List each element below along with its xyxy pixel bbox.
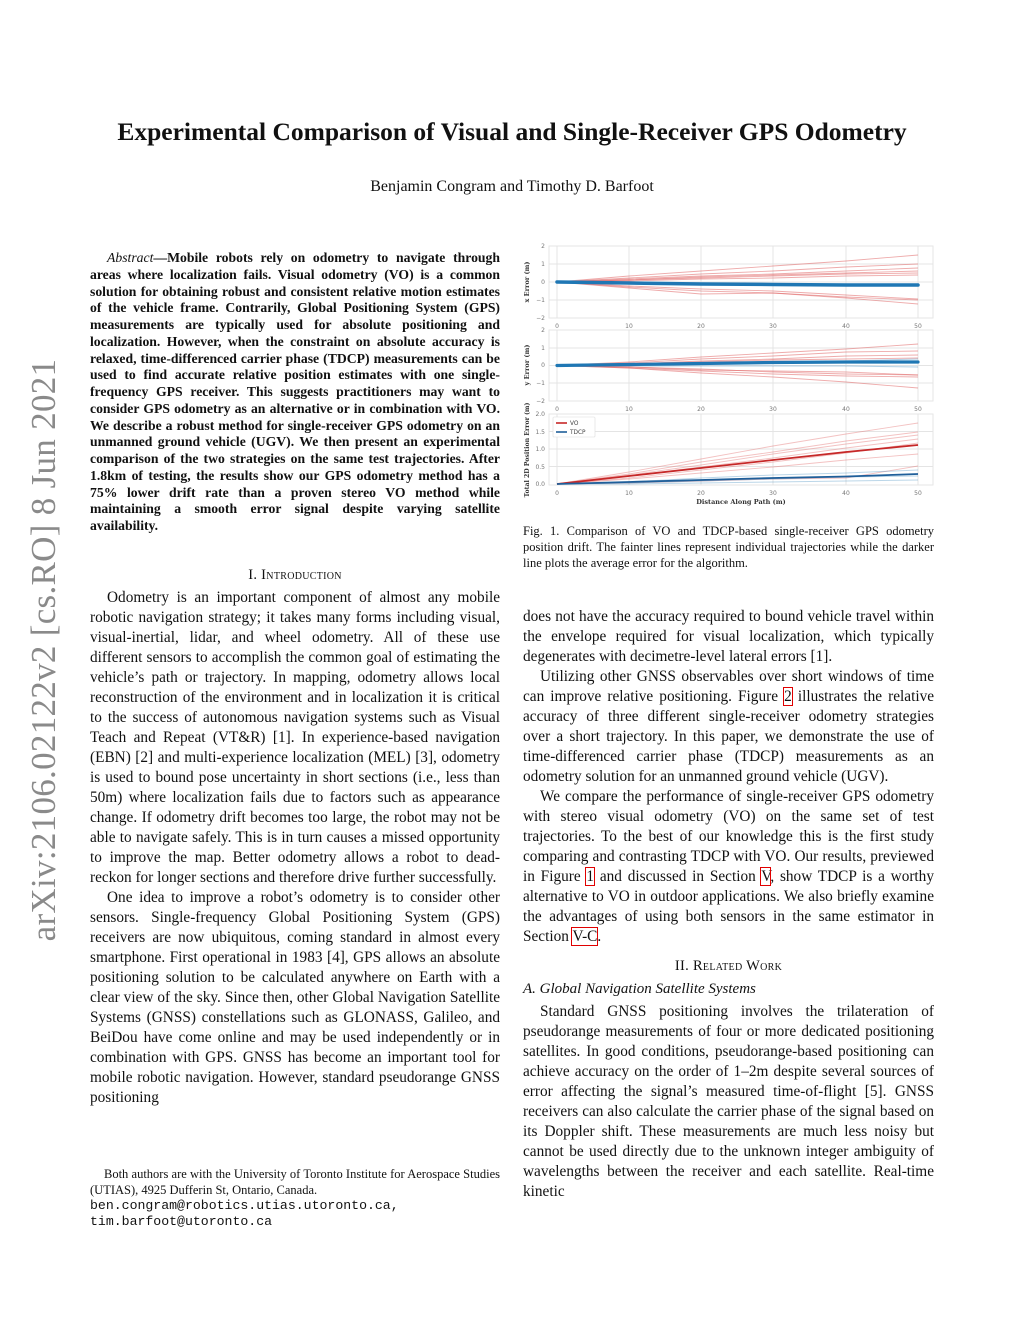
abstract (90, 250, 500, 535)
related-paragraph-1: Standard GNSS positioning involves the trilateration of pseudorange measurements of four or more dedicated positioning satellites. In good conditions, pseudorange-based positioning can achieve accuracy on the order of 1–2m despite several sources of error affecting the signal’s measured time-of-flight [5]. GNSS receivers can also calculate the carrier phase of the signal based on its Doppler shift. These measurements are much less noisy but cannot be used directly due to the unknown integer ambiguity of wavelengths between the receiver and each satellite. Real-time kinetic (523, 1003, 934, 1200)
svg-text:50: 50 (914, 323, 922, 330)
svg-text:−2: −2 (536, 315, 545, 322)
svg-text:10: 10 (625, 490, 633, 497)
paper-authors: Benjamin Congram and Timothy D. Barfoot (370, 178, 654, 195)
right-column-body (523, 607, 934, 1202)
panel-total-2d-error (524, 403, 933, 506)
abstract-dash: — (153, 250, 168, 265)
panel-y-error (523, 327, 933, 413)
svg-text:50: 50 (914, 490, 922, 497)
svg-text:0: 0 (541, 362, 545, 369)
text-span: illustrates the relative accuracy of three different single-receiver odometry strategies over a short trajectory. In this paper, we demonstrate the use of time-differenced carrier phase (TDCP) measurements as an odometry solution for an unmanned ground vehicle (UGV). (523, 688, 935, 785)
text-span: . (597, 928, 602, 945)
intro-paragraph-2: One idea to improve a robot’s odometry is to consider other sensors. Single-frequency Global Positioning System (GPS) receivers are now ubiquitous, coming standard in almost every smartphone. First operational in 1983 [4], GPS allows an absolute positioning solution to be calculated anywhere on Earth with a clear view of the sky. Since then, other Global Navigation Satellite Systems (GNSS) constellations such as GLONASS, Galileo, and BeiDou have come online and may be used independently or in combination with GPS. GNSS has become an important tool for mobile robotic navigation. However, standard pseudorange GNSS positioning (90, 889, 500, 1106)
svg-text:Total 2D Position Error (m): Total 2D Position Error (m) (524, 402, 531, 498)
svg-text:0: 0 (555, 406, 559, 413)
paper-title: Experimental Comparison of Visual and Single-Receiver GPS Odometry (117, 117, 907, 146)
section-heading-introduction: I. Introduction (248, 567, 342, 583)
figure-1-link[interactable]: 1 (586, 868, 595, 885)
email-link-barfoot[interactable]: tim.barfoot@utoronto.ca (90, 1214, 273, 1229)
section-v-link[interactable]: V (761, 868, 771, 885)
svg-text:2: 2 (541, 327, 545, 334)
text-span: , show TDCP is a worthy alternative to VO in outdoor applications. We also briefly examine the advantages of using both sensors in the same estimator in Section (523, 868, 934, 945)
text-span: We compare the performance of single-receiver GPS odometry with stereo visual odometry (VO) on the same set of test trajectories. To the best of our knowledge this is the first study comparing and contrasting TDCP with VO. Our results, previewed in Figure (523, 788, 934, 885)
svg-text:2: 2 (541, 243, 545, 250)
svg-text:2.0: 2.0 (535, 411, 545, 418)
svg-text:1.5: 1.5 (535, 429, 545, 436)
svg-text:Distance Along Path (m): Distance Along Path (m) (696, 498, 786, 506)
panel-x-error (523, 243, 933, 330)
footnote-affiliation: Both authors are with the University of Toronto Institute for Aerospace Studies (UTIAS), 4925 Dufferin St, Ontario, Canada. (90, 1167, 500, 1197)
figure-1-chart (515, 238, 940, 513)
arxiv-id-text: arXiv:2106.02122v2 [cs.RO] 8 Jun 2021 (24, 358, 63, 942)
svg-text:50: 50 (914, 406, 922, 413)
svg-text:0: 0 (541, 279, 545, 286)
left-column-body (90, 565, 500, 1108)
svg-text:1.0: 1.0 (535, 446, 545, 453)
drift-plots-svg (515, 238, 940, 513)
svg-text:10: 10 (625, 406, 633, 413)
svg-text:0.0: 0.0 (535, 481, 545, 488)
author-footnote (90, 1166, 500, 1230)
intro-paragraph-3: does not have the accuracy required to bound vehicle travel within the envelope required for visual localization, which typically degenerates with decimetre-level lateral errors [1]. (523, 608, 934, 665)
svg-text:10: 10 (625, 323, 633, 330)
figure-2-link[interactable]: 2 (784, 688, 792, 705)
svg-text:1: 1 (541, 345, 545, 352)
svg-text:−1: −1 (536, 380, 545, 387)
svg-text:0: 0 (555, 490, 559, 497)
email-link-congram[interactable]: ben.congram@robotics.utias.utoronto.ca, (90, 1198, 399, 1213)
svg-text:1: 1 (541, 261, 545, 268)
text-span: Utilizing other GNSS observables over short windows of time can improve relative positioning. Figure (523, 668, 934, 705)
text-span: and discussed in Section (594, 868, 762, 885)
arxiv-identifier (18, 360, 70, 940)
subsection-heading-gnss: A. Global Navigation Satellite Systems (523, 981, 756, 997)
intro-paragraph-5 (523, 787, 934, 947)
svg-text:x Error (m): x Error (m) (523, 261, 531, 303)
svg-text:40: 40 (842, 323, 850, 330)
svg-text:20: 20 (697, 490, 705, 497)
svg-text:30: 30 (769, 490, 777, 497)
svg-text:20: 20 (697, 406, 705, 413)
chart-legend (553, 417, 595, 437)
figure-1-caption: Fig. 1. Comparison of VO and TDCP-based single-receiver GPS odometry position drift. The fainter lines represent individual trajectories while the darker line plots the average error for the algorithm. (523, 524, 934, 570)
svg-text:30: 30 (769, 406, 777, 413)
svg-text:40: 40 (842, 406, 850, 413)
svg-text:−2: −2 (536, 398, 545, 405)
intro-paragraph-4 (523, 667, 934, 787)
svg-text:y Error (m): y Error (m) (523, 344, 531, 386)
svg-text:0.5: 0.5 (535, 464, 545, 471)
svg-text:VO: VO (570, 421, 579, 427)
svg-text:20: 20 (697, 323, 705, 330)
intro-paragraph-1: Odometry is an important component of almost any mobile robotic navigation strategy; it takes many forms including visual, visual-inertial, lidar, and wheel odometry. All of these use different sensors to accomplish the common goal of estimating the vehicle’s path or trajectory. In mapping, odometry allows local reconstruction of the environment and in localization it is critical to the success of autonomous navigation systems such as Visual Teach and Repeat (VT&R) [1]. In experience-based navigation (EBN) [2] and multi-experience localization (MEL) [3], odometry is used to bound pose uncertainty in short sections (i.e., less than 50m) where localization fails due to factors such as appearance change. If odometry drift becomes too large, the robot may not be able to navigate safely. This is in turn causes a missed opportunity to improve the map. Better odometry allows a robot to dead-reckon for longer sections and therefore drive further successfully. (90, 589, 500, 886)
svg-text:30: 30 (769, 323, 777, 330)
section-heading-related-work: II. Related Work (674, 958, 783, 974)
section-v-c-link[interactable]: V-C (572, 928, 598, 945)
svg-text:−1: −1 (536, 297, 545, 304)
svg-text:TDCP: TDCP (570, 430, 586, 436)
abstract-text: Mobile robots rely on odometry to navigate through areas where localization fails. Visual odometry (VO) is a common solution for obtaining robust and consistent relative motion estimates of the vehicle frame. Contrarily, Global Positioning System (GPS) measurements are typically used for absolute positioning and localization. However, when the constraint on absolute accuracy is relaxed, time-differenced carrier phase (TDCP) measurements can be used to find accurate relative position estimates with one single-frequency GPS receiver. This suggests practitioners may want to consider GPS odometry as an alternative or in combination with VO. We describe a robust method for single-receiver GPS odometry on an unmanned ground vehicle (UGV). We then present an experimental comparison of the two strategies on the same test trajectories. After 1.8km of testing, the results show our GPS odometry method has a 75% lower drift rate than a proven stereo VO method while maintaining a smooth error signal despite varying satellite availability. (90, 250, 500, 533)
abstract-label: Abstract (107, 250, 154, 265)
svg-text:0: 0 (555, 323, 559, 330)
svg-text:40: 40 (842, 490, 850, 497)
